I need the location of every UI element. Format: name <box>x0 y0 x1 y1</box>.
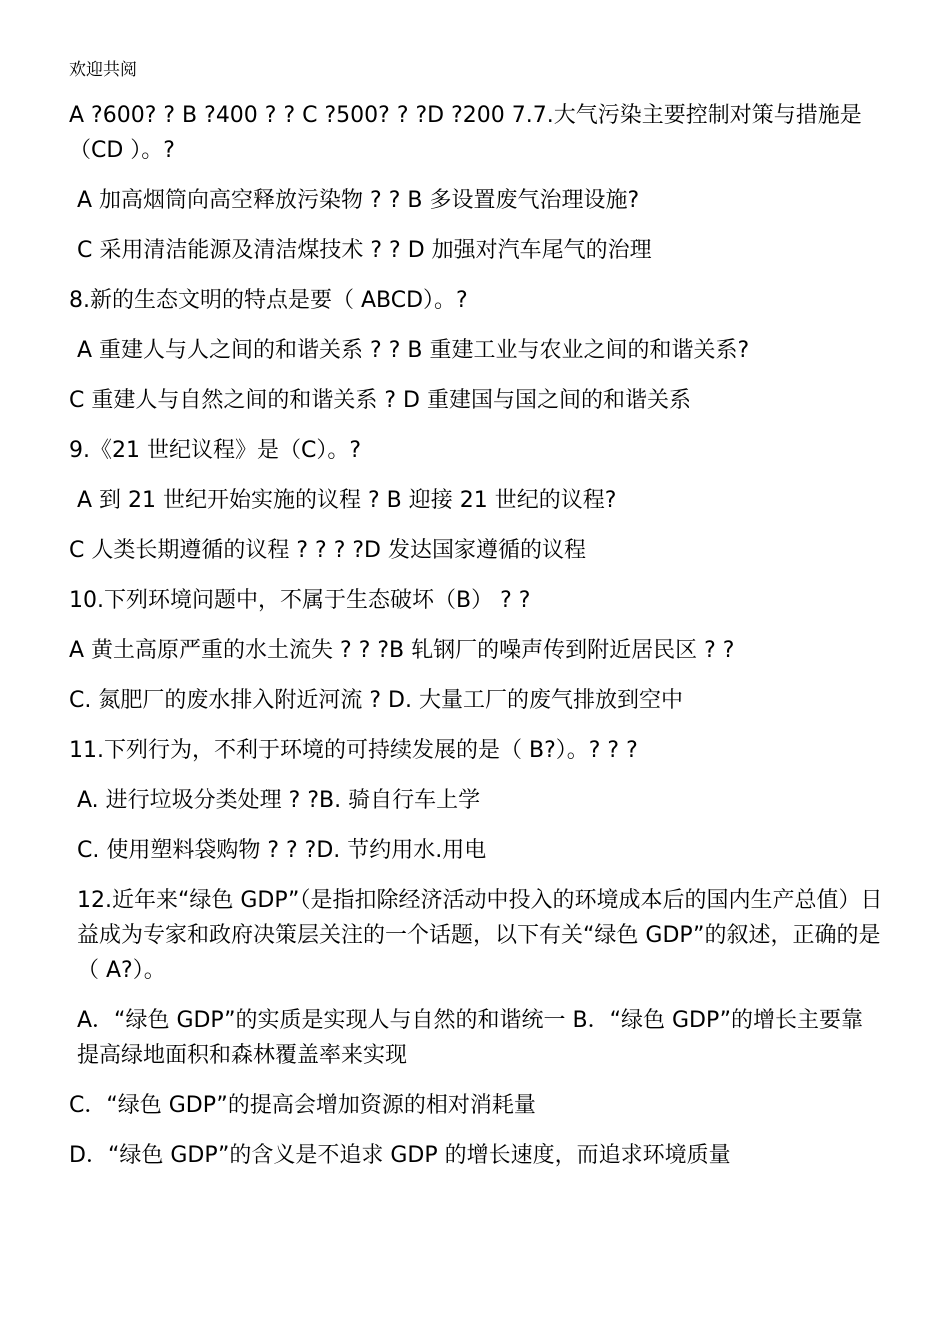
document-body <box>69 98 884 1188</box>
question-9-text: 9.《21 世纪议程》是（C）。? <box>69 438 362 463</box>
question-12-option-c: C．“绿色 GDP”的提高会增加资源的相对消耗量 <box>69 1093 536 1118</box>
question-9-option-ab: A 到 21 世纪开始实施的议程 ? B 迎接 21 世纪的议程? <box>77 488 617 513</box>
question-12-text: 12.近年来“绿色 GDP”（是指扣除经济活动中投入的环境成本后的国内生产总值）日益成为专家和政府决策层关注的一个话题，以下有关“绿色 GDP”的叙述，正确的是（ A?）。 <box>77 888 883 983</box>
question-7-options-and-question-text: A ?600? ? B ?400 ? ? C ?500? ? ?D ?200 7.7.大气污染主要控制对策与措施是（CD ）。? <box>69 103 862 163</box>
question-7-option-cd: C 采用清洁能源及清洁煤技术 ? ? D 加强对汽车尾气的治理 <box>77 238 652 263</box>
question-8-option-cd: C 重建人与自然之间的和谐关系 ? D 重建国与国之间的和谐关系 <box>69 388 691 413</box>
question-10-text: 10.下列环境问题中，不属于生态破坏（B） ? ? <box>69 588 531 613</box>
question-8-text: 8.新的生态文明的特点是要（ ABCD）。? <box>69 288 468 313</box>
page-header: 欢迎共阅 <box>69 60 137 80</box>
question-12-option-d: D．“绿色 GDP”的含义是不追求 GDP 的增长速度，而追求环境质量 <box>69 1143 731 1168</box>
question-9-option-cd: C 人类长期遵循的议程 ? ? ? ?D 发达国家遵循的议程 <box>69 538 586 563</box>
question-11-text: 11.下列行为，不利于环境的可持续发展的是（ B?）。? ? ? <box>69 738 638 763</box>
question-7-option-ab: A 加高烟筒向高空释放污染物 ? ? B 多设置废气治理设施? <box>77 188 640 213</box>
question-10-option-cd: C. 氮肥厂的废水排入附近河流 ? D. 大量工厂的废气排放到空中 <box>69 688 683 713</box>
question-11-option-ab: A. 进行垃圾分类处理 ? ?B. 骑自行车上学 <box>77 788 481 813</box>
question-8-option-ab: A 重建人与人之间的和谐关系 ? ? B 重建工业与农业之间的和谐关系? <box>77 338 750 363</box>
question-11-option-cd: C. 使用塑料袋购物 ? ? ?D. 节约用水.用电 <box>77 838 487 863</box>
question-12-option-ab: A．“绿色 GDP”的实质是实现人与自然的和谐统一 B．“绿色 GDP”的增长主要靠提高绿地面积和森林覆盖率来实现 <box>77 1008 864 1068</box>
question-10-option-ab: A 黄土高原严重的水土流失 ? ? ?B 轧钢厂的噪声传到附近居民区 ? ? <box>69 638 735 663</box>
